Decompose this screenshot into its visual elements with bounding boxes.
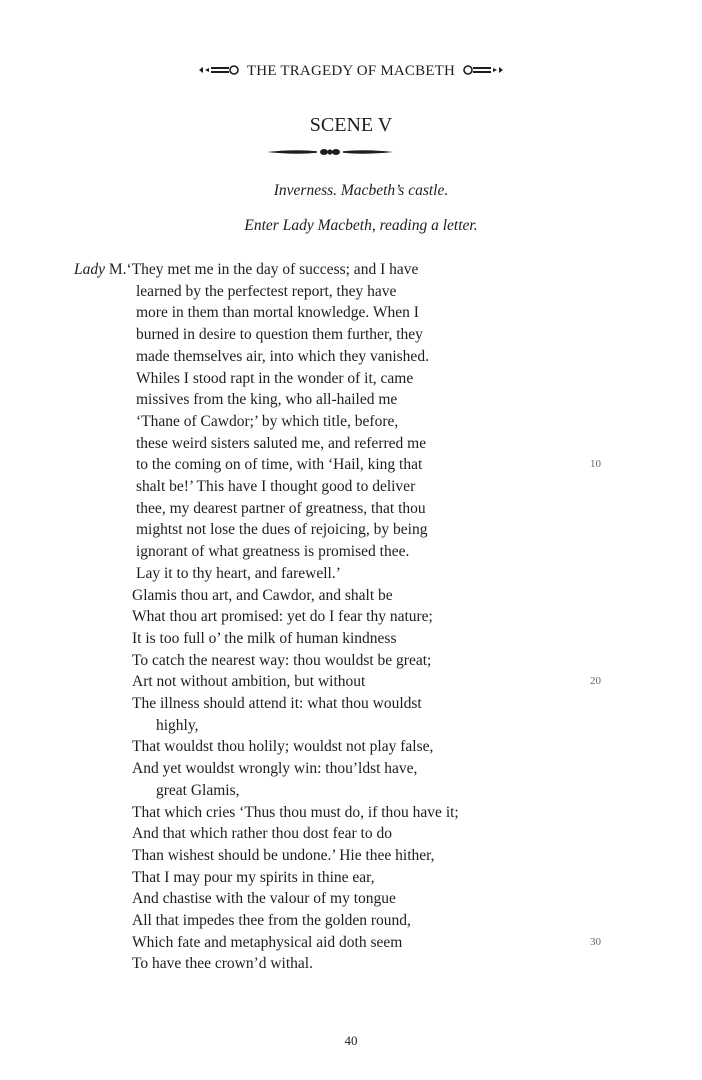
speaker-name-roman: M. [105,261,127,278]
text-line [132,845,435,867]
line-text: And chastise with the valour of my tongue [132,890,396,908]
line-text: Lay it to thy heart, and farewell.’ [136,564,341,582]
running-head-title: THE TRAGEDY OF MACBETH [246,63,456,79]
running-head [0,60,702,83]
line-text: Glamis thou art, and Cawdor, and shalt be [132,586,393,604]
line-text: To catch the nearest way: thou wouldst be great; [132,651,432,669]
line-number: 10 [590,458,601,471]
text-line [132,953,313,975]
text-line [136,324,423,346]
speaker-name [74,261,127,278]
line-text: And that which rather thou dost fear to do [132,825,392,843]
line-text: missives from the king, who all-hailed me [136,391,398,409]
text-line [132,758,417,780]
speaker-name-italic: Lady [74,261,105,278]
line-text: mightst not lose the dues of rejoicing, by being [136,521,428,539]
text-line [132,888,396,910]
text-line [156,780,240,802]
line-text: That which cries ‘Thus thou must do, if thou have it; [132,803,459,821]
line-text: learned by the perfectest report, they have [136,282,397,300]
text-line [156,715,198,737]
text-line [74,259,418,281]
line-text: ‘They met me in the day of success; and I have [126,261,419,278]
line-text: And yet wouldst wrongly win: thou’ldst have, [132,760,418,778]
line-text: thee, my dearest partner of greatness, that thou [136,499,426,517]
line-number: 20 [590,675,601,688]
ornament-left-icon [197,61,241,83]
line-text: To have thee crown’d withal. [132,955,313,973]
line-text: shalt be!’ This have I thought good to deliver [136,478,416,495]
line-text: Whiles I stood rapt in the wonder of it, came [136,369,414,387]
text-line [136,281,396,303]
text-line [132,910,411,932]
line-text: ‘Thane of Cawdor;’ by which title, before, [136,412,399,430]
stage-direction-entry: Enter Lady Macbeth, reading a letter. [244,217,478,234]
text-line [132,585,393,607]
text-line [136,541,409,563]
line-text: It is too full o’ the milk of human kindness [132,629,397,647]
text-line [136,302,419,324]
text-line [136,476,415,498]
line-text: more in them than mortal knowledge. When I [136,304,419,322]
line-text: burned in desire to question them further, they [136,326,423,344]
text-line [136,411,398,433]
text-line [136,346,429,368]
ornament-right-icon [461,61,505,83]
text-line [132,823,392,845]
page-number: 40 [344,1033,358,1048]
text-line [132,693,422,715]
text-line [136,454,422,476]
text-line [136,498,426,520]
line-text: Than wishest should be undone.’ Hie thee hither, [132,846,435,864]
line-text: That wouldst thou holily; wouldst not play false, [132,738,434,756]
text-line [132,736,433,758]
line-text: What thou art promised: yet do I fear thy nature; [132,608,433,626]
scene-title: SCENE V [309,114,393,136]
line-text: Which fate and metaphysical aid doth seem [132,933,403,951]
text-line [136,563,341,585]
text-line [132,650,431,672]
text-line [132,802,459,824]
text-line [132,671,365,693]
line-text: made themselves air, into which they vanished. [136,347,429,365]
text-line [132,932,402,954]
text-line [136,519,427,541]
flourish-rule-icon [265,146,395,158]
text-line [136,433,426,455]
line-text: ignorant of what greatness is promised thee. [136,543,410,561]
line-number: 30 [590,935,601,948]
line-text: highly, [156,716,199,734]
line-text: The illness should attend it: what thou wouldst [132,695,422,712]
text-line [136,368,413,390]
line-text: these weird sisters saluted me, and referred me [136,434,427,452]
text-line [132,867,375,889]
line-text: That I may pour my spirits in thine ear, [132,868,375,886]
text-line [132,628,396,650]
stage-direction-setting: Inverness. Macbeth’s castle. [273,182,449,199]
line-text: great Glamis, [156,781,240,799]
text-line [136,389,397,411]
line-text: to the coming on of time, with ‘Hail, king that [136,456,423,474]
text-line [132,606,433,628]
line-text: Art not without ambition, but without [132,673,366,691]
line-text: All that impedes thee from the golden round, [132,912,411,929]
